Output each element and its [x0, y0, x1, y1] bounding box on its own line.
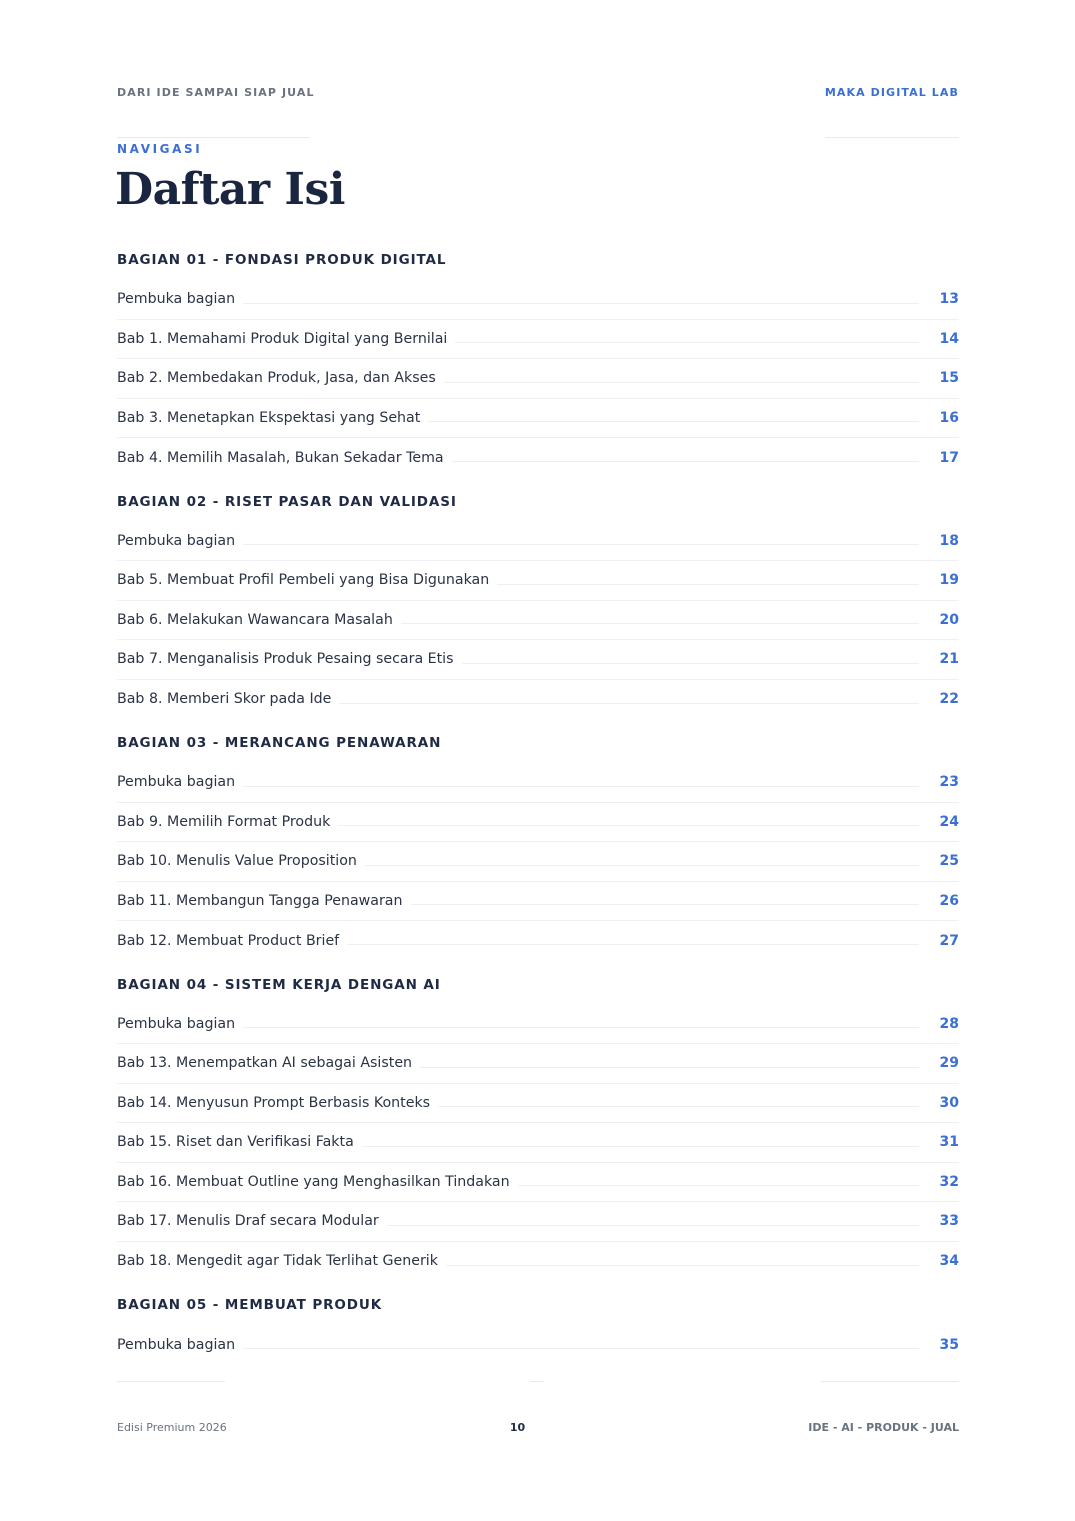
toc-leader-line: [365, 865, 919, 866]
toc-page-number: 30: [939, 1094, 959, 1111]
toc-leader-line: [387, 1225, 919, 1226]
page-number: 10: [509, 1421, 526, 1434]
toc-entry[interactable]: [117, 680, 959, 720]
toc-entry[interactable]: [117, 1123, 959, 1163]
toc-leader-line: [518, 1185, 919, 1186]
toc-entry-label: Bab 15. Riset dan Verifikasi Fakta: [117, 1134, 354, 1151]
toc-leader-line: [243, 544, 919, 545]
toc-entry[interactable]: [117, 763, 959, 803]
running-footer: [117, 1421, 959, 1434]
page-title: Daftar Isi: [115, 164, 345, 215]
toc-entry-label: Pembuka bagian: [117, 532, 236, 549]
footer-rule-left: [117, 1381, 225, 1382]
footer-tagline: IDE - AI - PRODUK - JUAL: [808, 1421, 959, 1434]
toc-entry-label: Bab 18. Mengedit agar Tidak Terlihat Generik: [117, 1253, 438, 1270]
toc-page-number: 33: [939, 1213, 959, 1230]
toc-leader-line: [455, 342, 919, 343]
toc-entry-label: Bab 16. Membuat Outline yang Menghasilkan Tindakan: [117, 1173, 510, 1190]
toc-leader-line: [420, 1067, 919, 1068]
toc-entry-label: Bab 5. Membuat Profil Pembeli yang Bisa Digunakan: [117, 572, 490, 589]
toc-leader-line: [452, 461, 919, 462]
toc-entry[interactable]: [117, 1325, 959, 1365]
header-rule-left: [117, 137, 310, 138]
toc-leader-line: [243, 1027, 919, 1028]
section-heading: BAGIAN 04 - SISTEM KERJA DENGAN AI: [117, 976, 441, 993]
toc-entry[interactable]: [117, 399, 959, 439]
toc-page-number: 24: [939, 813, 959, 830]
toc-leader-line: [428, 421, 919, 422]
section-heading: BAGIAN 05 - MEMBUAT PRODUK: [117, 1297, 383, 1313]
toc-page-number: 27: [939, 932, 959, 949]
toc-leader-line: [362, 1146, 919, 1147]
toc-entry-label: Bab 2. Membedakan Produk, Jasa, dan Akses: [117, 370, 436, 387]
book-title-header: DARI IDE SAMPAI SIAP JUAL: [117, 86, 315, 99]
toc-entry-label: Pembuka bagian: [117, 1336, 236, 1353]
toc-page-number: 23: [939, 774, 959, 791]
section-heading: BAGIAN 01 - FONDASI PRODUK DIGITAL: [117, 252, 447, 268]
footer-rule-right: [821, 1381, 959, 1382]
toc-leader-line: [446, 1265, 919, 1266]
toc-entry[interactable]: [117, 1044, 959, 1084]
toc-leader-line: [438, 1106, 919, 1107]
toc-page-number: 15: [939, 370, 959, 387]
toc-entry[interactable]: [117, 1163, 959, 1203]
toc-section: [117, 965, 959, 1282]
toc-section: [117, 240, 959, 478]
toc-page-number: 17: [939, 449, 959, 466]
toc-entry[interactable]: [117, 1202, 959, 1242]
toc-leader-line: [243, 786, 919, 787]
toc-entry[interactable]: [117, 921, 959, 961]
footer-rule-center: [530, 1381, 544, 1382]
running-header: [117, 86, 959, 99]
section-heading: BAGIAN 03 - MERANCANG PENAWARAN: [117, 735, 442, 751]
table-of-contents: [117, 240, 959, 1369]
section-eyebrow: NAVIGASI: [117, 142, 203, 156]
toc-entry-label: Pembuka bagian: [117, 1015, 236, 1032]
toc-leader-line: [497, 584, 919, 585]
toc-entry-label: Bab 17. Menulis Draf secara Modular: [117, 1213, 379, 1230]
edition-label: Edisi Premium 2026: [117, 1421, 227, 1434]
toc-entry-label: Bab 4. Memilih Masalah, Bukan Sekadar Tema: [117, 449, 444, 466]
toc-page-number: 32: [939, 1173, 959, 1190]
toc-page-number: 22: [939, 691, 959, 708]
toc-leader-line: [339, 703, 919, 704]
toc-entry-label: Bab 11. Membangun Tangga Penawaran: [117, 892, 403, 909]
toc-entry[interactable]: [117, 803, 959, 843]
toc-entry-label: Pembuka bagian: [117, 774, 236, 791]
toc-entry-label: Bab 1. Memahami Produk Digital yang Bernilai: [117, 330, 448, 347]
publisher-header: MAKA DIGITAL LAB: [824, 86, 959, 99]
toc-page-number: 18: [939, 532, 959, 549]
toc-section: [117, 1285, 959, 1365]
toc-leader-line: [401, 623, 919, 624]
toc-entry[interactable]: [117, 522, 959, 562]
toc-page-number: 14: [939, 330, 959, 347]
toc-entry-label: Bab 12. Membuat Product Brief: [117, 932, 340, 949]
toc-entry[interactable]: [117, 1005, 959, 1045]
toc-page-number: 16: [939, 409, 959, 426]
toc-page-number: 19: [939, 572, 959, 589]
toc-entry[interactable]: [117, 601, 959, 641]
toc-page-number: 29: [939, 1055, 959, 1072]
toc-section: [117, 723, 959, 961]
section-heading: BAGIAN 02 - RISET PASAR DAN VALIDASI: [117, 493, 457, 510]
toc-entry-label: Bab 9. Memilih Format Produk: [117, 813, 331, 830]
toc-leader-line: [243, 303, 919, 304]
toc-page-number: 26: [939, 892, 959, 909]
toc-entry-label: Bab 6. Melakukan Wawancara Masalah: [117, 611, 393, 628]
toc-entry[interactable]: [117, 359, 959, 399]
toc-page-number: 35: [939, 1336, 959, 1353]
header-rule-right: [825, 137, 959, 138]
toc-page-number: 13: [939, 291, 959, 308]
toc-page-number: 34: [939, 1253, 959, 1270]
toc-section: [117, 482, 959, 720]
toc-leader-line: [338, 825, 919, 826]
toc-leader-line: [243, 1348, 919, 1349]
toc-entry-label: Bab 8. Memberi Skor pada Ide: [117, 691, 332, 708]
toc-entry-label: Bab 14. Menyusun Prompt Berbasis Konteks: [117, 1094, 431, 1111]
toc-leader-line: [444, 382, 919, 383]
toc-page-number: 21: [939, 651, 959, 668]
toc-leader-line: [347, 944, 919, 945]
toc-entry[interactable]: [117, 280, 959, 320]
toc-entry[interactable]: [117, 882, 959, 922]
toc-page-number: 20: [939, 611, 959, 628]
toc-entry[interactable]: [117, 1084, 959, 1124]
toc-leader-line: [462, 663, 919, 664]
document-page: [117, 0, 959, 1521]
toc-entry[interactable]: [117, 320, 959, 360]
toc-page-number: 25: [939, 853, 959, 870]
toc-entry[interactable]: [117, 842, 959, 882]
toc-entry[interactable]: [117, 561, 959, 601]
toc-page-number: 28: [939, 1015, 959, 1032]
toc-entry-label: Pembuka bagian: [117, 291, 236, 308]
toc-entry[interactable]: [117, 1242, 959, 1282]
toc-entry-label: Bab 13. Menempatkan AI sebagai Asisten: [117, 1055, 413, 1072]
toc-entry-label: Bab 3. Menetapkan Ekspektasi yang Sehat: [117, 409, 421, 426]
toc-entry-label: Bab 10. Menulis Value Proposition: [117, 853, 357, 870]
toc-leader-line: [411, 904, 920, 905]
toc-page-number: 31: [939, 1134, 959, 1151]
toc-entry-label: Bab 7. Menganalisis Produk Pesaing secara Etis: [117, 651, 454, 668]
toc-entry[interactable]: [117, 438, 959, 478]
toc-entry[interactable]: [117, 640, 959, 680]
